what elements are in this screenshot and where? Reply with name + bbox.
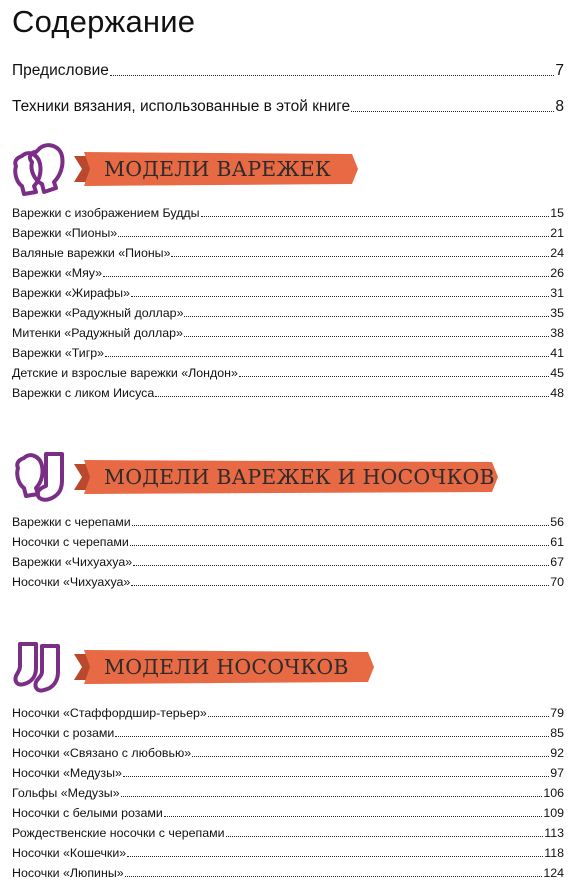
toc-entry-label: Митенки «Радужный доллар»	[12, 326, 183, 340]
toc-entry-page: 61	[550, 535, 564, 549]
dot-leader	[131, 296, 549, 297]
toc-entry-page: 106	[543, 786, 564, 800]
toc-entry[interactable]	[12, 226, 564, 240]
toc-entry-page: 113	[544, 826, 564, 840]
toc-entry[interactable]	[12, 555, 564, 569]
toc-entry-label: Носочки «Связано с любовью»	[12, 746, 192, 760]
toc-entry-page: 48	[550, 386, 564, 400]
toc-entry[interactable]	[12, 366, 564, 380]
toc-entry-label: Варежки «Чихуахуа»	[12, 555, 133, 569]
dot-leader	[121, 796, 543, 797]
toc-entry-page: 15	[550, 206, 564, 220]
section-title: МОДЕЛИ НОСОЧКОВ	[104, 655, 349, 679]
dot-leader	[192, 756, 549, 757]
dot-leader	[155, 396, 549, 397]
toc-entry-label: Носочки «Медузы»	[12, 766, 122, 780]
toc-entry[interactable]	[12, 706, 564, 720]
toc-entry-label: Гольфы «Медузы»	[12, 786, 120, 800]
toc-entry-label: Варежки «Тигр»	[12, 346, 105, 360]
dot-leader	[133, 565, 549, 566]
section-heading-mittens	[10, 138, 562, 198]
toc-entry-label: Носочки с белыми розами	[12, 806, 163, 820]
toc-entry-page: 31	[550, 286, 564, 300]
toc-entry[interactable]	[12, 846, 564, 860]
toc-entry[interactable]	[12, 326, 564, 340]
dot-leader	[201, 216, 550, 217]
toc-entry[interactable]	[12, 266, 564, 280]
dot-leader	[125, 876, 543, 877]
toc-entry[interactable]	[12, 786, 564, 800]
toc-entry[interactable]	[12, 535, 564, 549]
dot-leader	[132, 525, 550, 526]
toc-entry[interactable]	[12, 62, 564, 80]
toc-entry-label: Варежки «Жирафы»	[12, 286, 130, 300]
toc-entry[interactable]	[12, 286, 564, 300]
toc-entry-label: Рождественские носочки с черепами	[12, 826, 225, 840]
toc-entry-page: 8	[555, 98, 564, 115]
toc-entry-page: 97	[550, 766, 564, 780]
dot-leader	[115, 736, 549, 737]
toc-entry-page: 85	[550, 726, 564, 740]
toc-entry-page: 41	[550, 346, 564, 360]
dot-leader	[105, 356, 549, 357]
toc-entry-label: Варежки с изображением Будды	[12, 206, 200, 220]
toc-entry-page: 70	[550, 575, 564, 589]
toc-entry-label: Варежки с черепами	[12, 515, 131, 529]
toc-entry[interactable]	[12, 386, 564, 400]
toc-entry[interactable]	[12, 306, 564, 320]
section-ribbon	[74, 650, 374, 684]
toc-entry-page: 35	[550, 306, 564, 320]
toc-entry-page: 67	[550, 555, 564, 569]
toc-entry-label: Носочки с черепами	[12, 535, 129, 549]
section-ribbon	[74, 460, 498, 494]
dot-leader	[164, 816, 543, 817]
toc-entry-label: Предисловие	[12, 62, 109, 79]
dot-leader	[127, 856, 543, 857]
dot-leader	[226, 836, 544, 837]
toc-entry-label: Варежки «Мяу»	[12, 266, 103, 280]
toc-entry[interactable]	[12, 575, 564, 589]
toc-entry-page: 7	[555, 62, 564, 79]
dot-leader	[118, 236, 549, 237]
toc-entry[interactable]	[12, 866, 564, 880]
toc-entry[interactable]	[12, 746, 564, 760]
dot-leader	[131, 585, 549, 586]
toc-entry[interactable]	[12, 246, 564, 260]
toc-entry[interactable]	[12, 766, 564, 780]
toc-entry-label: Варежки с ликом Иисуса	[12, 386, 155, 400]
section-title: МОДЕЛИ ВАРЕЖЕК И НОСОЧКОВ	[104, 465, 495, 489]
toc-entry-page: 79	[550, 706, 564, 720]
toc-entry-page: 92	[550, 746, 564, 760]
toc-entry[interactable]	[12, 726, 564, 740]
dot-leader	[184, 316, 549, 317]
toc-entry[interactable]	[12, 826, 564, 840]
section-heading-mittens-and-socks	[10, 446, 562, 506]
dot-leader	[208, 716, 549, 717]
toc-entry-label: Носочки «Стаффордшир-терьер»	[12, 706, 207, 720]
toc-entry[interactable]	[12, 98, 564, 116]
toc-entry[interactable]	[12, 806, 564, 820]
toc-entry-page: 21	[550, 226, 564, 240]
toc-entry-page: 56	[550, 515, 564, 529]
toc-entry[interactable]	[12, 515, 564, 529]
toc-entry-label: Техники вязания, использованные в этой книге	[12, 98, 351, 115]
toc-entry-page: 124	[543, 866, 564, 880]
toc-entry[interactable]	[12, 206, 564, 220]
socks-icon	[10, 636, 68, 696]
toc-entry-page: 45	[550, 366, 564, 380]
section-title: МОДЕЛИ ВАРЕЖЕК	[104, 157, 331, 181]
toc-entry-label: Носочки с розами	[12, 726, 115, 740]
dot-leader	[130, 545, 549, 546]
section-heading-socks	[10, 636, 562, 696]
toc-entry-page: 38	[550, 326, 564, 340]
dot-leader	[171, 256, 549, 257]
dot-leader	[239, 376, 549, 377]
toc-entry-label: Варежки «Радужный доллар»	[12, 306, 184, 320]
toc-entry-label: Носочки «Люпины»	[12, 866, 124, 880]
toc-entry-label: Валяные варежки «Пионы»	[12, 246, 171, 260]
toc-entry-label: Варежки «Пионы»	[12, 226, 118, 240]
dot-leader	[123, 776, 549, 777]
mitten-and-sock-icon	[10, 446, 68, 506]
toc-entry-page: 109	[543, 806, 564, 820]
mittens-icon	[10, 138, 68, 198]
dot-leader	[184, 336, 549, 337]
toc-entry-page: 26	[550, 266, 564, 280]
toc-entry-page: 24	[550, 246, 564, 260]
toc-entry-label: Носочки «Чихуахуа»	[12, 575, 131, 589]
section-ribbon	[74, 152, 358, 186]
toc-entry[interactable]	[12, 346, 564, 360]
page-title: Содержание	[12, 4, 196, 39]
dot-leader	[110, 75, 555, 76]
toc-entry-label: Детские и взрослые варежки «Лондон»	[12, 366, 238, 380]
toc-entry-page: 118	[544, 846, 564, 860]
toc-entry-label: Носочки «Кошечки»	[12, 846, 127, 860]
dot-leader	[103, 276, 549, 277]
dot-leader	[351, 111, 554, 112]
